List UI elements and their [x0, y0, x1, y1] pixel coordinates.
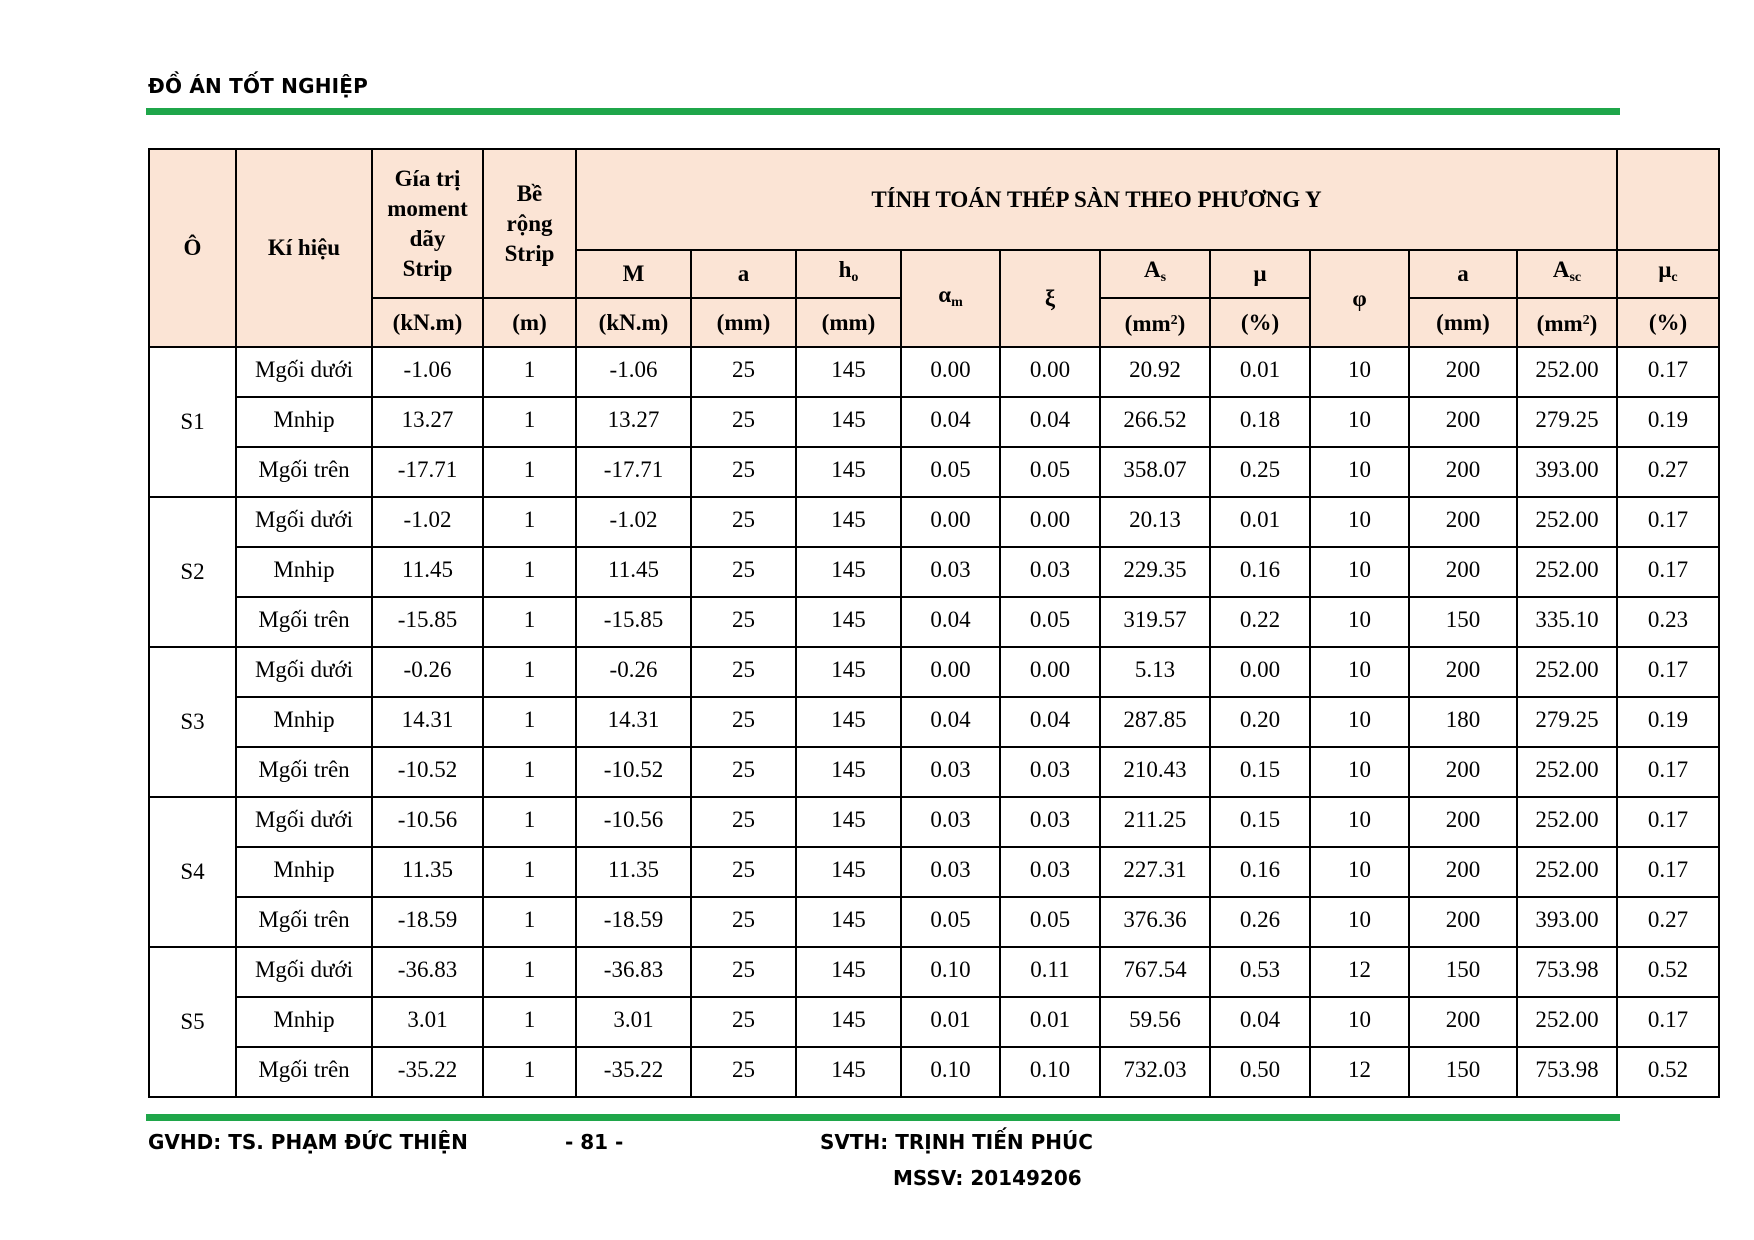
table-cell: 0.00 [1000, 497, 1100, 547]
unit-a: (mm) [691, 298, 796, 347]
table-cell: 145 [796, 897, 901, 947]
table-cell: 10 [1310, 747, 1409, 797]
table-cell: 200 [1409, 347, 1517, 397]
table-cell: 10 [1310, 997, 1409, 1047]
table-cell: -0.26 [576, 647, 691, 697]
panel-name-cell: S3 [149, 647, 236, 797]
table-cell: 10 [1310, 647, 1409, 697]
table-cell: 0.25 [1210, 447, 1310, 497]
table-cell: 211.25 [1100, 797, 1210, 847]
table-cell: 0.00 [1000, 647, 1100, 697]
table-cell: 200 [1409, 447, 1517, 497]
table-cell: 10 [1310, 797, 1409, 847]
unit-a-spacing: (mm) [1409, 298, 1517, 347]
table-cell: 10 [1310, 697, 1409, 747]
table-cell: 0.03 [1000, 747, 1100, 797]
header-rule [146, 108, 1620, 115]
moment-symbol-cell: Mgối dưới [236, 347, 372, 397]
document-title: ĐỒ ÁN TỐT NGHIỆP [148, 74, 369, 98]
table-row [149, 347, 1719, 397]
table-cell: 25 [691, 947, 796, 997]
table-cell: 145 [796, 997, 901, 1047]
table-cell: 0.19 [1617, 397, 1719, 447]
table-cell: 145 [796, 447, 901, 497]
table-row [149, 747, 1719, 797]
table-cell: 145 [796, 647, 901, 697]
moment-symbol-cell: Mgối dưới [236, 647, 372, 697]
table-cell: 10 [1310, 347, 1409, 397]
unit-mu: (%) [1210, 298, 1310, 347]
table-cell: 358.07 [1100, 447, 1210, 497]
table-cell: 0.19 [1617, 697, 1719, 747]
table-cell: 0.18 [1210, 397, 1310, 447]
table-cell: 1 [483, 1047, 576, 1097]
footer-student: SVTH: TRỊNH TIẾN PHÚC [820, 1130, 1093, 1154]
table-cell: 150 [1409, 1047, 1517, 1097]
table-cell: 229.35 [1100, 547, 1210, 597]
table-cell: 25 [691, 547, 796, 597]
table-cell: -10.52 [576, 747, 691, 797]
table-cell: 0.17 [1617, 647, 1719, 697]
header-mu-c: $\mu_c$ [1617, 250, 1719, 298]
table-cell: 0.04 [901, 597, 1000, 647]
table-row [149, 397, 1719, 447]
table-cell: 145 [796, 947, 901, 997]
moment-symbol-cell: Mgối dưới [236, 797, 372, 847]
table-cell: 252.00 [1517, 797, 1617, 847]
table-cell: 0.00 [1210, 647, 1310, 697]
table-cell: 0.00 [901, 347, 1000, 397]
table-cell: 11.45 [576, 547, 691, 597]
table-cell: 0.15 [1210, 797, 1310, 847]
table-cell: 0.05 [901, 897, 1000, 947]
table-cell: 0.17 [1617, 747, 1719, 797]
table-cell: 1 [483, 797, 576, 847]
table-cell: 14.31 [576, 697, 691, 747]
footer-rule [146, 1114, 1620, 1121]
table-cell: 0.17 [1617, 997, 1719, 1047]
table-cell: 200 [1409, 997, 1517, 1047]
table-cell: -36.83 [372, 947, 483, 997]
table-cell: 13.27 [372, 397, 483, 447]
table-cell: 252.00 [1517, 747, 1617, 797]
table-cell: 25 [691, 747, 796, 797]
table-cell: 0.05 [901, 447, 1000, 497]
table-cell: 25 [691, 497, 796, 547]
table-cell: 0.16 [1210, 847, 1310, 897]
table-cell: 0.10 [901, 1047, 1000, 1097]
table-cell: 25 [691, 697, 796, 747]
table-cell: 210.43 [1100, 747, 1210, 797]
table-cell: 0.20 [1210, 697, 1310, 747]
table-cell: 252.00 [1517, 647, 1617, 697]
moment-symbol-cell: Mgối trên [236, 897, 372, 947]
table-cell: 150 [1409, 947, 1517, 997]
header-blank [1617, 149, 1719, 250]
table-cell: 0.03 [1000, 547, 1100, 597]
table-cell: 25 [691, 597, 796, 647]
table-cell: -15.85 [576, 597, 691, 647]
table-cell: 25 [691, 997, 796, 1047]
table-cell: 25 [691, 347, 796, 397]
table-cell: 14.31 [372, 697, 483, 747]
table-cell: 252.00 [1517, 497, 1617, 547]
table-cell: 3.01 [576, 997, 691, 1047]
table-row [149, 1047, 1719, 1097]
table-cell: 0.26 [1210, 897, 1310, 947]
table-cell: 1 [483, 897, 576, 947]
table-cell: 0.17 [1617, 797, 1719, 847]
table-cell: -10.56 [372, 797, 483, 847]
header-mu: μ [1210, 250, 1310, 298]
unit-m: (kN.m) [576, 298, 691, 347]
table-cell: 1 [483, 547, 576, 597]
table-cell: 25 [691, 647, 796, 697]
table-cell: 0.27 [1617, 897, 1719, 947]
table-cell: 0.05 [1000, 897, 1100, 947]
table-cell: 145 [796, 597, 901, 647]
table-row [149, 497, 1719, 547]
header-phi: φ [1310, 250, 1409, 347]
table-row [149, 997, 1719, 1047]
moment-symbol-cell: Mgối dưới [236, 947, 372, 997]
moment-symbol-cell: Mnhip [236, 397, 372, 447]
table-cell: 0.17 [1617, 347, 1719, 397]
table-cell: -35.22 [576, 1047, 691, 1097]
panel-name-cell: S1 [149, 347, 236, 497]
table-cell: 145 [796, 697, 901, 747]
table-cell: 25 [691, 847, 796, 897]
table-cell: 1 [483, 497, 576, 547]
table-cell: 10 [1310, 597, 1409, 647]
table-cell: 10 [1310, 397, 1409, 447]
header-xi: ξ [1000, 250, 1100, 347]
table-cell: 0.50 [1210, 1047, 1310, 1097]
table-cell: 200 [1409, 897, 1517, 947]
table-cell: 0.00 [901, 647, 1000, 697]
table-cell: -10.56 [576, 797, 691, 847]
table-cell: 0.04 [901, 697, 1000, 747]
table-cell: 12 [1310, 1047, 1409, 1097]
table-cell: 0.05 [1000, 597, 1100, 647]
table-cell: 0.01 [1210, 497, 1310, 547]
table-cell: 25 [691, 397, 796, 447]
unit-asc: $(mm^2)$ [1517, 298, 1617, 347]
table-cell: 0.01 [1000, 997, 1100, 1047]
table-cell: 227.31 [1100, 847, 1210, 897]
unit-as: $(mm^2)$ [1100, 298, 1210, 347]
table-row [149, 597, 1719, 647]
footer-page-number: - 81 - [565, 1130, 624, 1154]
table-cell: 0.17 [1617, 497, 1719, 547]
table-cell: 1 [483, 847, 576, 897]
table-cell: 20.92 [1100, 347, 1210, 397]
table-cell: 200 [1409, 397, 1517, 447]
table-cell: 279.25 [1517, 697, 1617, 747]
header-as: $A_s$ [1100, 250, 1210, 298]
table-cell: -1.02 [372, 497, 483, 547]
table-cell: 279.25 [1517, 397, 1617, 447]
table-cell: 0.01 [1210, 347, 1310, 397]
table-cell: 145 [796, 397, 901, 447]
table-cell: 252.00 [1517, 547, 1617, 597]
table-cell: 10 [1310, 847, 1409, 897]
unit-strip-moment: (kN.m) [372, 298, 483, 347]
table-cell: -36.83 [576, 947, 691, 997]
table-cell: 287.85 [1100, 697, 1210, 747]
table-cell: 0.03 [1000, 797, 1100, 847]
table-cell: 0.52 [1617, 947, 1719, 997]
table-cell: 1 [483, 947, 576, 997]
table-cell: 0.53 [1210, 947, 1310, 997]
table-cell: 10 [1310, 547, 1409, 597]
table-cell: 0.17 [1617, 547, 1719, 597]
table-cell: 25 [691, 447, 796, 497]
table-cell: 200 [1409, 747, 1517, 797]
table-cell: 393.00 [1517, 897, 1617, 947]
table-cell: 10 [1310, 447, 1409, 497]
table-cell: 180 [1409, 697, 1517, 747]
table-cell: 767.54 [1100, 947, 1210, 997]
table-cell: 200 [1409, 497, 1517, 547]
table-cell: -15.85 [372, 597, 483, 647]
table-cell: 376.36 [1100, 897, 1210, 947]
table-row [149, 447, 1719, 497]
table-cell: 25 [691, 1047, 796, 1097]
table-cell: 0.03 [1000, 847, 1100, 897]
table-cell: -17.71 [576, 447, 691, 497]
table-cell: 10 [1310, 497, 1409, 547]
table-cell: -17.71 [372, 447, 483, 497]
table-cell: 0.10 [901, 947, 1000, 997]
moment-symbol-cell: Mgối trên [236, 447, 372, 497]
table-cell: 335.10 [1517, 597, 1617, 647]
header-h0: $h_o$ [796, 250, 901, 298]
table-cell: -1.02 [576, 497, 691, 547]
table-cell: 145 [796, 347, 901, 397]
table-cell: 0.01 [901, 997, 1000, 1047]
table-cell: -35.22 [372, 1047, 483, 1097]
table-cell: 393.00 [1517, 447, 1617, 497]
unit-strip-width: (m) [483, 298, 576, 347]
table-cell: 200 [1409, 847, 1517, 897]
table-body [149, 347, 1719, 1097]
header-strip-moment: Gía trị moment dãy Strip [372, 149, 483, 298]
header-panel: Ô [149, 149, 236, 347]
table-cell: -18.59 [372, 897, 483, 947]
table-cell: -1.06 [372, 347, 483, 397]
table-cell: 1 [483, 347, 576, 397]
unit-mu-c: (%) [1617, 298, 1719, 347]
moment-symbol-cell: Mgối dưới [236, 497, 372, 547]
table-cell: 0.03 [901, 547, 1000, 597]
table-cell: 753.98 [1517, 947, 1617, 997]
table-cell: 200 [1409, 647, 1517, 697]
table-cell: 0.23 [1617, 597, 1719, 647]
table-cell: 0.10 [1000, 1047, 1100, 1097]
table-cell: 0.52 [1617, 1047, 1719, 1097]
moment-symbol-cell: Mnhip [236, 697, 372, 747]
table-cell: 319.57 [1100, 597, 1210, 647]
header-m: M [576, 250, 691, 298]
table-cell: 5.13 [1100, 647, 1210, 697]
table-cell: 145 [796, 547, 901, 597]
panel-name-cell: S4 [149, 797, 236, 947]
table-cell: 0.04 [1000, 697, 1100, 747]
table-cell: 0.11 [1000, 947, 1100, 997]
panel-name-cell: S2 [149, 497, 236, 647]
table-cell: 0.04 [1000, 397, 1100, 447]
table-cell: 150 [1409, 597, 1517, 647]
panel-name-cell: S5 [149, 947, 236, 1097]
table-cell: 11.35 [372, 847, 483, 897]
header-symbol: Kí hiệu [236, 149, 372, 347]
table-cell: 0.16 [1210, 547, 1310, 597]
moment-symbol-cell: Mgối trên [236, 1047, 372, 1097]
header-asc: $A_{sc}$ [1517, 250, 1617, 298]
footer-student-id: MSSV: 20149206 [893, 1166, 1082, 1190]
table-cell: -1.06 [576, 347, 691, 397]
table-cell: 20.13 [1100, 497, 1210, 547]
table-cell: 252.00 [1517, 997, 1617, 1047]
table-row [149, 547, 1719, 597]
moment-symbol-cell: Mgối trên [236, 597, 372, 647]
table-cell: 0.03 [901, 847, 1000, 897]
table-cell: 1 [483, 747, 576, 797]
table-cell: 12 [1310, 947, 1409, 997]
table-cell: 252.00 [1517, 847, 1617, 897]
table-cell: 11.35 [576, 847, 691, 897]
table-row [149, 647, 1719, 697]
table-cell: 200 [1409, 547, 1517, 597]
header-a-spacing: a [1409, 250, 1517, 298]
table-cell: 25 [691, 897, 796, 947]
table-cell: 0.22 [1210, 597, 1310, 647]
table-cell: 0.27 [1617, 447, 1719, 497]
table-cell: 0.04 [901, 397, 1000, 447]
table-cell: 1 [483, 697, 576, 747]
table-cell: -0.26 [372, 647, 483, 697]
table-cell: 3.01 [372, 997, 483, 1047]
table-cell: 25 [691, 797, 796, 847]
steel-calculation-table [148, 148, 1720, 1098]
moment-symbol-cell: Mnhip [236, 847, 372, 897]
table-row [149, 847, 1719, 897]
table-cell: 0.05 [1000, 447, 1100, 497]
table-cell: 145 [796, 847, 901, 897]
table-cell: 13.27 [576, 397, 691, 447]
table-cell: 145 [796, 1047, 901, 1097]
footer-advisor: GVHD: TS. PHẠM ĐỨC THIỆN [148, 1130, 468, 1154]
table-cell: 0.15 [1210, 747, 1310, 797]
header-strip-width: Bề rộng Strip [483, 149, 576, 298]
table-cell: 1 [483, 447, 576, 497]
header-group-title: TÍNH TOÁN THÉP SÀN THEO PHƯƠNG Y [576, 149, 1617, 250]
table-cell: 145 [796, 747, 901, 797]
moment-symbol-cell: Mnhip [236, 997, 372, 1047]
table-cell: 0.03 [901, 747, 1000, 797]
table-cell: 145 [796, 797, 901, 847]
table-cell: 11.45 [372, 547, 483, 597]
table-row [149, 897, 1719, 947]
table-cell: 1 [483, 647, 576, 697]
table-row [149, 947, 1719, 997]
header-a: a [691, 250, 796, 298]
table-cell: 1 [483, 997, 576, 1047]
table-cell: 732.03 [1100, 1047, 1210, 1097]
table-cell: 0.04 [1210, 997, 1310, 1047]
table-cell: 10 [1310, 897, 1409, 947]
table-cell: -18.59 [576, 897, 691, 947]
moment-symbol-cell: Mgối trên [236, 747, 372, 797]
table-cell: 0.17 [1617, 847, 1719, 897]
table-cell: 145 [796, 497, 901, 547]
table-cell: 1 [483, 397, 576, 447]
header-alpha-m: $\alpha_m$ [901, 250, 1000, 347]
table-cell: 252.00 [1517, 347, 1617, 397]
table-cell: 59.56 [1100, 997, 1210, 1047]
table-cell: 0.03 [901, 797, 1000, 847]
table-cell: 0.00 [1000, 347, 1100, 397]
moment-symbol-cell: Mnhip [236, 547, 372, 597]
table-cell: 266.52 [1100, 397, 1210, 447]
table-row [149, 697, 1719, 747]
table-cell: 200 [1409, 797, 1517, 847]
table-cell: -10.52 [372, 747, 483, 797]
table-cell: 0.00 [901, 497, 1000, 547]
table-row [149, 797, 1719, 847]
table-cell: 753.98 [1517, 1047, 1617, 1097]
table-cell: 1 [483, 597, 576, 647]
unit-h0: (mm) [796, 298, 901, 347]
